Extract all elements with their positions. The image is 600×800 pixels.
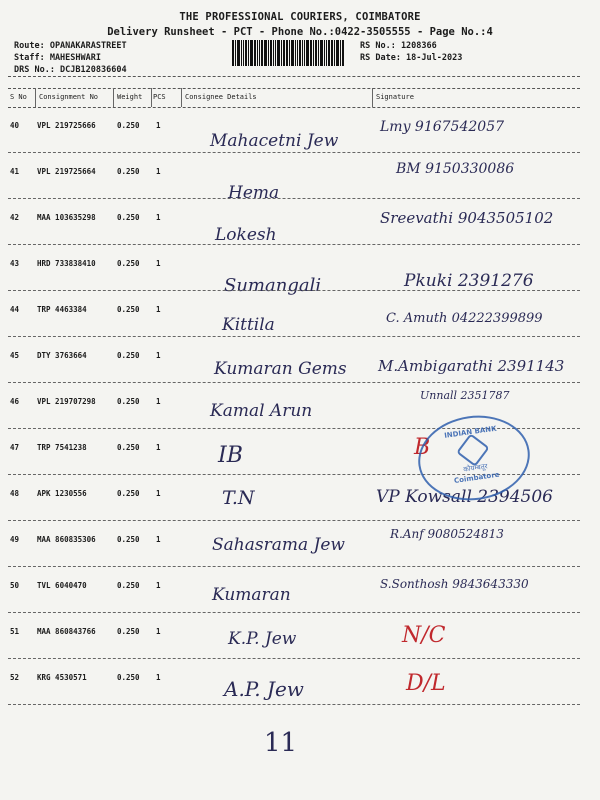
signature-handwritten: N/C	[402, 623, 446, 648]
consignee-handwritten: Sumangali	[224, 275, 322, 296]
consignee-handwritten: A.P. Jew	[224, 677, 304, 701]
weight-value: 0.250	[117, 535, 140, 544]
signature-handwritten: VP Kowsall 2394506	[376, 487, 553, 507]
serial-number: 41	[10, 167, 20, 176]
barcode-bar	[237, 40, 240, 66]
col-pcs: PCS	[153, 93, 166, 101]
barcode-bar	[302, 40, 303, 66]
barcode-bar	[257, 40, 258, 66]
signature-handwritten: BM 9150330086	[396, 161, 515, 177]
weight-value: 0.250	[117, 443, 140, 452]
barcode	[232, 40, 350, 66]
pcs-count: 1	[156, 397, 161, 406]
stamp-hindi-city: कोयम्बतूर	[462, 462, 489, 474]
barcode-bar	[243, 40, 244, 66]
pcs-count: 1	[156, 443, 161, 452]
column-divider	[372, 88, 373, 107]
table-row	[0, 245, 600, 296]
serial-number: 43	[10, 259, 20, 268]
consignee-handwritten: K.P. Jew	[228, 629, 297, 649]
rs-number: RS No.: 1208366	[360, 41, 437, 51]
serial-number: 40	[10, 121, 20, 130]
signature-handwritten: S.Sonthosh 9843643330	[380, 577, 529, 591]
signature-handwritten: Sreevathi 9043505102	[380, 209, 554, 227]
barcode-bar	[275, 40, 276, 66]
consignee-handwritten: Kumaran Gems	[214, 359, 347, 379]
table-row	[0, 291, 600, 337]
barcode-bar	[261, 40, 263, 66]
barcode-bar	[313, 40, 314, 66]
col-weight: Weight	[117, 93, 143, 101]
header-divider	[8, 76, 580, 77]
consignee-handwritten: IB	[218, 443, 243, 468]
consignee-handwritten: Kittila	[222, 315, 275, 335]
serial-number: 46	[10, 397, 20, 406]
barcode-bar	[268, 40, 269, 66]
barcode-bar	[254, 40, 256, 66]
weight-value: 0.250	[117, 581, 140, 590]
barcode-bar	[259, 40, 260, 66]
barcode-bar	[306, 40, 309, 66]
pcs-count: 1	[156, 121, 161, 130]
barcode-bar	[324, 40, 325, 66]
table-row	[0, 199, 600, 245]
barcode-bar	[241, 40, 242, 66]
consignment-number: VPL 219725664	[37, 167, 96, 176]
serial-number: 51	[10, 627, 20, 636]
consignee-handwritten: Mahacetni Jew	[210, 131, 339, 151]
serial-number: 49	[10, 535, 20, 544]
signature-handwritten: M.Ambigarathi 2391143	[378, 357, 565, 375]
consignment-number: VPL 219725666	[37, 121, 96, 130]
barcode-bar	[331, 40, 333, 66]
weight-value: 0.250	[117, 167, 140, 176]
signature-handwritten: Lmy 9167542057	[380, 119, 505, 135]
barcode-bar	[277, 40, 280, 66]
weight-value: 0.250	[117, 121, 140, 130]
barcode-bar	[283, 40, 285, 66]
consignment-number: TRP 7541238	[37, 443, 87, 452]
table-row	[0, 337, 600, 383]
weight-value: 0.250	[117, 489, 140, 498]
barcode-bar	[304, 40, 305, 66]
barcode-bar	[248, 40, 249, 66]
consignment-number: HRD 733838410	[37, 259, 96, 268]
barcode-bar	[326, 40, 327, 66]
consignment-number: DTY 3763664	[37, 351, 87, 360]
consignment-number: APK 1230556	[37, 489, 87, 498]
consignment-number: MAA 860835306	[37, 535, 96, 544]
barcode-bar	[328, 40, 330, 66]
staff-label: Staff: MAHESHWARI	[14, 53, 101, 63]
rs-date: RS Date: 18-Jul-2023	[360, 53, 463, 63]
pcs-count: 1	[156, 535, 161, 544]
consignment-number: MAA 103635298	[37, 213, 96, 222]
weight-value: 0.250	[117, 351, 140, 360]
consignee-handwritten: Sahasrama Jew	[212, 535, 345, 555]
barcode-bar	[264, 40, 267, 66]
table-row	[0, 659, 600, 705]
company-title: THE PROFESSIONAL COURIERS, COIMBATORE	[179, 11, 421, 23]
stamp-bank-name: INDIAN BANK	[443, 424, 497, 440]
barcode-bar	[250, 40, 253, 66]
pcs-count: 1	[156, 489, 161, 498]
signature-handwritten: D/L	[406, 671, 446, 696]
barcode-bar	[320, 40, 323, 66]
weight-value: 0.250	[117, 627, 140, 636]
barcode-bar	[270, 40, 272, 66]
barcode-bar	[340, 40, 341, 66]
barcode-bar	[318, 40, 319, 66]
barcode-bar	[235, 40, 236, 66]
pcs-count: 1	[156, 259, 161, 268]
serial-number: 48	[10, 489, 20, 498]
barcode-bar	[334, 40, 335, 66]
signature-handwritten: C. Amuth 04222399899	[386, 311, 543, 326]
barcode-bar	[281, 40, 282, 66]
consignment-number: TRP 4463384	[37, 305, 87, 314]
consignee-handwritten: T.N	[222, 487, 255, 509]
weight-value: 0.250	[117, 305, 140, 314]
barcode-bar	[310, 40, 312, 66]
pcs-count: 1	[156, 627, 161, 636]
table-row	[0, 153, 600, 203]
pcs-count: 1	[156, 673, 161, 682]
barcode-bar	[336, 40, 339, 66]
runsheet-subtitle: Delivery Runsheet - PCT - Phone No.:0422-3505555 - Page No.:4	[107, 26, 493, 38]
consignee-handwritten: Hema	[228, 183, 280, 203]
consignment-number: KRG 4530571	[37, 673, 87, 682]
serial-number: 50	[10, 581, 20, 590]
table-row	[0, 521, 600, 567]
barcode-bar	[289, 40, 290, 66]
barcode-bar	[297, 40, 298, 66]
serial-number: 45	[10, 351, 20, 360]
signature-handwritten: B	[414, 435, 431, 460]
row-divider	[8, 704, 580, 705]
route-label: Route: OPANAKARASTREET	[14, 41, 127, 51]
drs-number: DRS No.: DCJB120836604	[14, 65, 127, 75]
consignment-number: TVL 6040470	[37, 581, 87, 590]
consignment-number: MAA 860843766	[37, 627, 96, 636]
serial-number: 52	[10, 673, 20, 682]
page-mark: 11	[264, 728, 298, 758]
signature-handwritten: Unnall 2351787	[420, 389, 510, 402]
column-divider	[113, 88, 114, 107]
pcs-count: 1	[156, 213, 161, 222]
col-consignment: Consignment No	[39, 93, 99, 101]
pcs-count: 1	[156, 167, 161, 176]
barcode-bar	[295, 40, 296, 66]
barcode-bar	[232, 40, 234, 66]
consignee-handwritten: Lokesh	[215, 225, 277, 245]
barcode-bar	[291, 40, 294, 66]
header-divider	[8, 88, 580, 89]
column-divider	[151, 88, 152, 107]
table-row	[0, 613, 600, 659]
weight-value: 0.250	[117, 213, 140, 222]
col-sno: S No	[10, 93, 27, 101]
weight-value: 0.250	[117, 673, 140, 682]
barcode-bar	[273, 40, 274, 66]
pcs-count: 1	[156, 581, 161, 590]
stamp-city: Coimbatore	[453, 470, 500, 485]
column-divider	[181, 88, 182, 107]
consignee-handwritten: Kamal Arun	[210, 401, 313, 421]
barcode-bar	[245, 40, 247, 66]
signature-handwritten: R.Anf 9080524813	[390, 527, 504, 541]
barcode-bar	[299, 40, 301, 66]
col-consignee: Consignee Details	[185, 93, 257, 101]
serial-number: 44	[10, 305, 20, 314]
barcode-bar	[342, 40, 344, 66]
signature-handwritten: Pkuki 2391276	[404, 271, 534, 291]
column-divider	[35, 88, 36, 107]
pcs-count: 1	[156, 351, 161, 360]
consignee-handwritten: Kumaran	[212, 585, 291, 605]
table-row	[0, 107, 600, 153]
pcs-count: 1	[156, 305, 161, 314]
col-signature: Signature	[376, 93, 414, 101]
table-row	[0, 567, 600, 613]
serial-number: 47	[10, 443, 20, 452]
consignment-number: VPL 219707298	[37, 397, 96, 406]
barcode-bar	[286, 40, 288, 66]
weight-value: 0.250	[117, 259, 140, 268]
serial-number: 42	[10, 213, 20, 222]
weight-value: 0.250	[117, 397, 140, 406]
barcode-bar	[315, 40, 317, 66]
